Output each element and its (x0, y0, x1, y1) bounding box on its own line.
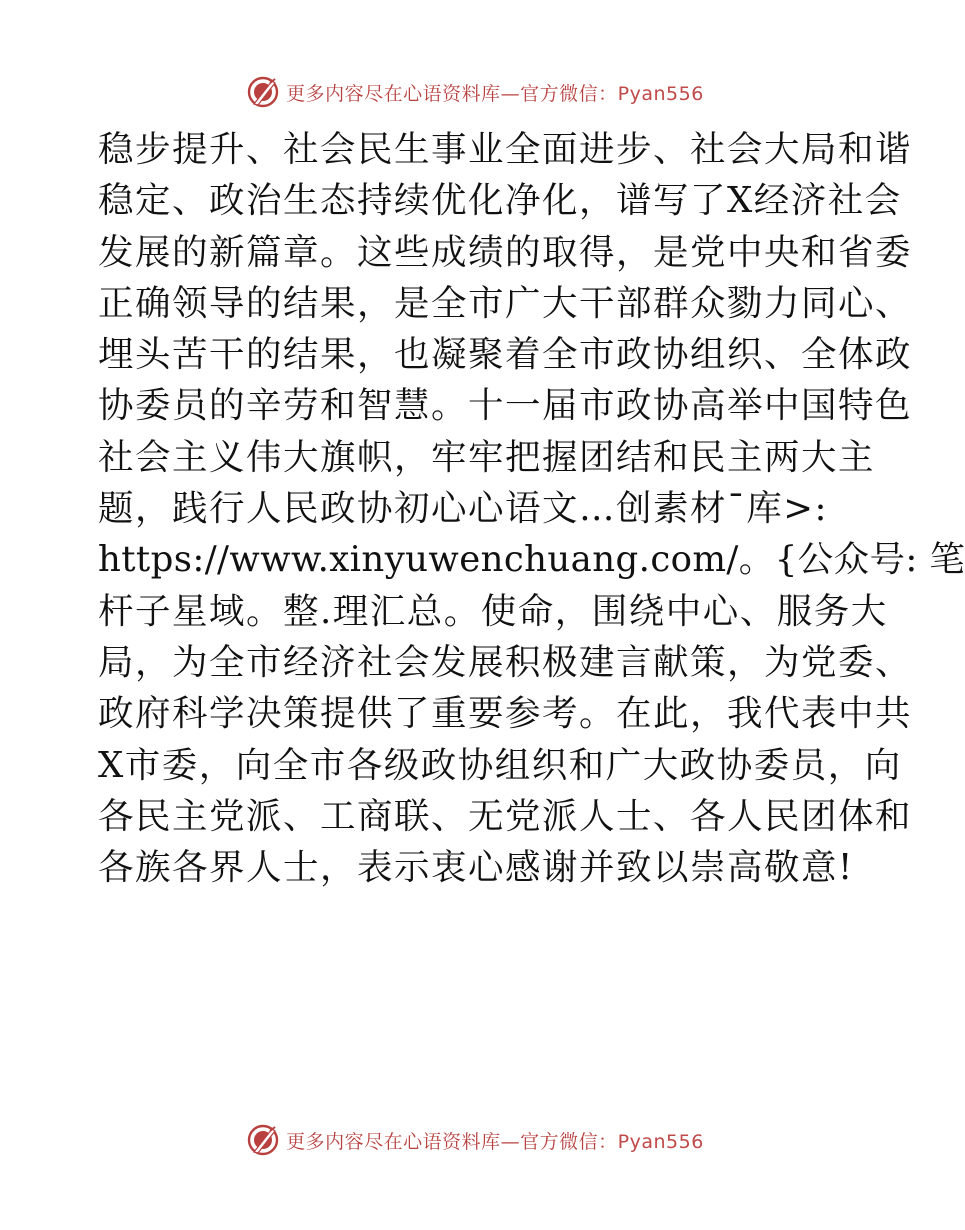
footer-banner-label: 更多内容尽在心语资料库—官方微信： (286, 1130, 618, 1153)
body-line-2: 稳定、政治生态持续优化净化，谱写了X经济社会 (98, 180, 902, 222)
footer-wechat-id: Pyan556 (617, 1130, 704, 1153)
header-banner-label: 更多内容尽在心语资料库—官方微信： (286, 82, 618, 105)
body-line-5: 埋头苦干的结果，也凝聚着全市政协组织、全体政 (98, 334, 913, 376)
header-banner-text (286, 79, 704, 106)
footer-banner (0, 1120, 950, 1160)
document-body (98, 124, 965, 893)
body-line-3: 发展的新篇章。这些成绩的取得，是党中央和省委 (98, 231, 913, 273)
body-line-13: X市委，向全市各级政协组织和广大政协委员，向 (98, 744, 902, 786)
footer-banner-inner (246, 1123, 704, 1157)
header-banner (0, 72, 950, 112)
body-line-6: 协委员的辛劳和智慧。十一届市政协高举中国特色 (98, 385, 913, 427)
body-line-7: 社会主义伟大旗帜，牢牢把握团结和民主两大主 (98, 436, 876, 478)
body-line-14: 各民主党派、工商联、无党派人士、各人民团体和 (98, 795, 913, 837)
body-line-4: 正确领导的结果，是全市广大干部群众勠力同心、 (98, 282, 913, 324)
body-line-12: 政府科学决策提供了重要参考。在此，我代表中共 (98, 693, 913, 735)
body-line-10: 杆子星域。整.理汇总。使命，围绕中心、服务大 (98, 590, 888, 632)
body-line-1: 稳步提升、社会民生事业全面进步、社会大局和谐 (98, 129, 913, 170)
footer-banner-text (286, 1127, 704, 1154)
body-line-8: 题，践行人民政协初心心语文…创素材¯库>: (98, 488, 828, 530)
header-wechat-id: Pyan556 (617, 82, 704, 105)
body-line-11: 局，为全市经济社会发展积极建言献策，为党委、 (98, 641, 913, 683)
quill-seal-icon (246, 1123, 280, 1157)
body-line-9: https://www.xinyuwenchuang.com/。{公众号: 笔 (98, 539, 965, 581)
header-banner-inner (246, 75, 704, 109)
quill-seal-icon (246, 75, 280, 109)
body-line-15: 各族各界人士，表示衷心感谢并致以崇高敬意! (98, 847, 854, 889)
